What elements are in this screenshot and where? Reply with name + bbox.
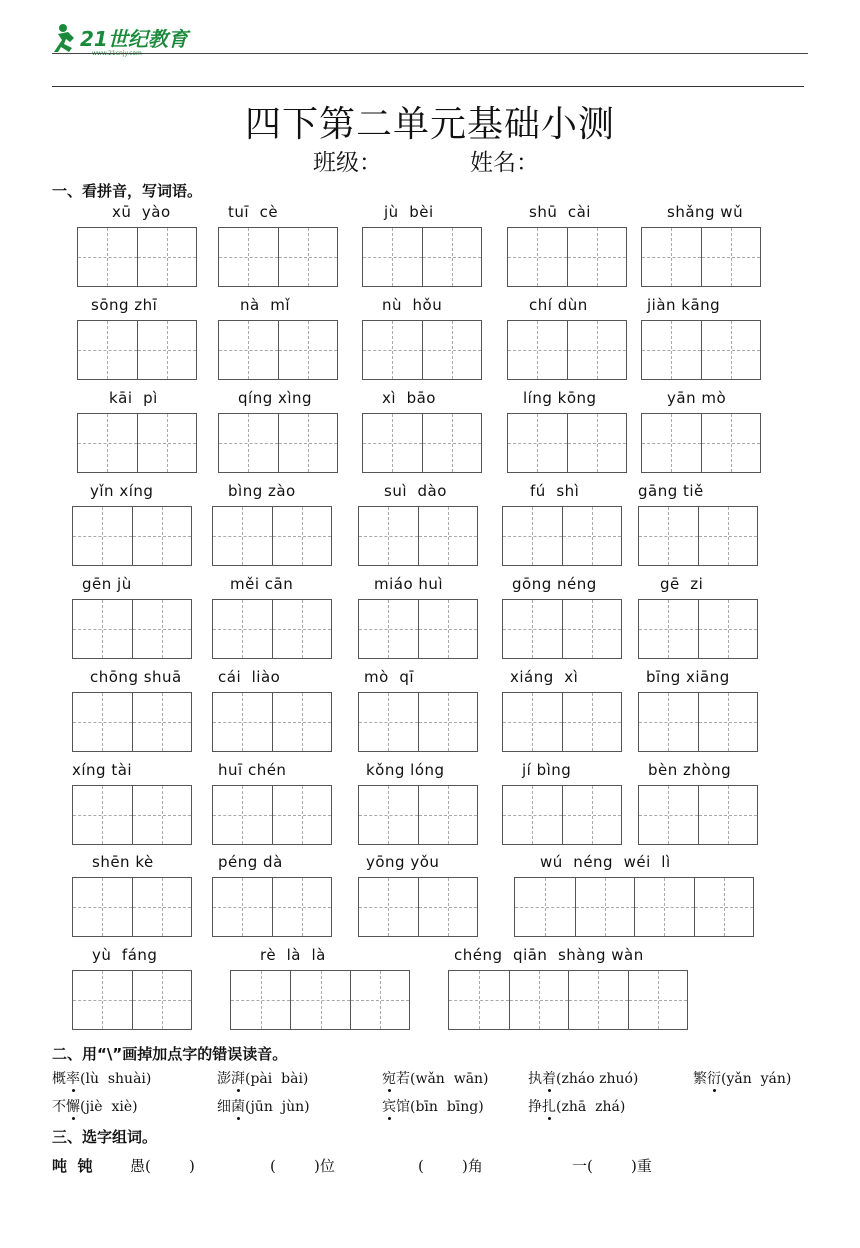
tian-grid-cell[interactable] <box>278 228 337 286</box>
tian-grid-cell[interactable] <box>418 878 477 936</box>
tian-grid-cell[interactable] <box>698 786 757 844</box>
tian-grid-cell[interactable] <box>418 786 477 844</box>
dotted-char: 扎 <box>542 1096 556 1116</box>
pinyin-label: jiàn kāng <box>647 296 721 314</box>
tian-grid-cell[interactable] <box>363 321 422 379</box>
writing-boxes[interactable] <box>502 785 622 845</box>
tian-grid-cell[interactable] <box>278 321 337 379</box>
writing-boxes[interactable] <box>218 413 338 473</box>
reading-options[interactable]: (jūn jùn) <box>245 1099 310 1115</box>
tian-grid-cell[interactable] <box>213 693 272 751</box>
tian-grid-cell[interactable] <box>132 878 191 936</box>
tian-grid-cell[interactable] <box>562 600 621 658</box>
pronunciation-row-1 <box>52 1068 842 1090</box>
writing-boxes[interactable] <box>212 877 332 937</box>
tian-grid-cell[interactable] <box>219 228 278 286</box>
tian-grid-cell[interactable] <box>359 693 418 751</box>
writing-boxes[interactable] <box>218 227 338 287</box>
tian-grid-cell[interactable] <box>359 878 418 936</box>
reading-options[interactable]: (wǎn wān) <box>410 1071 489 1087</box>
writing-boxes[interactable] <box>72 692 192 752</box>
tian-grid-cell[interactable] <box>73 693 132 751</box>
writing-boxes[interactable] <box>358 692 478 752</box>
reading-options[interactable]: (pài bài) <box>245 1071 309 1087</box>
tian-grid-cell[interactable] <box>73 786 132 844</box>
tian-grid-cell[interactable] <box>503 693 562 751</box>
writing-boxes[interactable] <box>638 506 758 566</box>
tian-grid-cell[interactable] <box>359 786 418 844</box>
pinyin-label: jù bèi <box>384 203 434 221</box>
class-label: 班级： <box>313 150 382 176</box>
pinyin-label: cái liào <box>218 668 281 686</box>
writing-boxes[interactable] <box>448 970 688 1030</box>
pinyin-label: wú néng wéi lì <box>540 853 671 871</box>
tian-grid-cell[interactable] <box>449 971 509 1029</box>
pronunciation-item[interactable] <box>217 1068 308 1088</box>
dotted-char: 着 <box>542 1068 556 1088</box>
tian-grid-cell[interactable] <box>132 600 191 658</box>
writing-boxes[interactable] <box>638 785 758 845</box>
writing-boxes[interactable] <box>72 785 192 845</box>
tian-grid-cell[interactable] <box>73 878 132 936</box>
blank-2[interactable]: ( )位 <box>270 1157 335 1175</box>
pronunciation-item[interactable] <box>528 1096 625 1116</box>
writing-boxes[interactable] <box>72 599 192 659</box>
writing-boxes[interactable] <box>358 877 478 937</box>
tian-grid-cell[interactable] <box>642 414 701 472</box>
writing-boxes[interactable] <box>72 970 192 1030</box>
title-rule <box>52 86 804 87</box>
tian-grid-cell[interactable] <box>137 228 196 286</box>
blank-3[interactable]: ( )角 <box>418 1157 483 1175</box>
tian-grid-cell[interactable] <box>132 693 191 751</box>
tian-grid-cell[interactable] <box>562 786 621 844</box>
tian-grid-cell[interactable] <box>422 228 481 286</box>
pinyin-label: kāi pì <box>109 389 158 407</box>
writing-boxes[interactable] <box>212 785 332 845</box>
pinyin-label: xíng tài <box>72 761 133 779</box>
tian-grid-cell[interactable] <box>503 507 562 565</box>
dotted-char: 菌 <box>231 1096 245 1116</box>
reading-options[interactable]: (lù shuài) <box>80 1071 152 1087</box>
pinyin-label: shǎng wǔ <box>667 203 744 221</box>
pinyin-label: rè là là <box>260 946 326 964</box>
tian-grid-cell[interactable] <box>508 228 567 286</box>
pinyin-label: péng dà <box>218 853 283 871</box>
pinyin-label: miáo huì <box>374 575 444 593</box>
tian-grid-cell[interactable] <box>642 321 701 379</box>
tian-grid-cell[interactable] <box>73 971 132 1029</box>
pinyin-label: bìng zào <box>228 482 296 500</box>
pinyin-label: sōng zhī <box>91 296 158 314</box>
pinyin-label: yān mò <box>667 389 727 407</box>
tian-grid-cell[interactable] <box>73 507 132 565</box>
header-rule <box>52 53 808 54</box>
reading-options[interactable]: (jiè xiè) <box>80 1099 138 1115</box>
pinyin-label: huī chén <box>218 761 287 779</box>
writing-boxes[interactable] <box>502 692 622 752</box>
tian-grid-cell[interactable] <box>694 878 754 936</box>
writing-boxes[interactable] <box>507 227 627 287</box>
section3-heading: 三、选字组词。 <box>52 1128 158 1146</box>
tian-grid-cell[interactable] <box>278 414 337 472</box>
writing-boxes[interactable] <box>218 320 338 380</box>
tian-grid-cell[interactable] <box>137 414 196 472</box>
writing-boxes[interactable] <box>77 413 197 473</box>
pronunciation-row-2 <box>52 1096 842 1118</box>
writing-boxes[interactable] <box>641 413 761 473</box>
tian-grid-cell[interactable] <box>78 414 137 472</box>
pinyin-label: bīng xiāng <box>646 668 730 686</box>
pinyin-label: gāng tiě <box>638 482 704 500</box>
writing-boxes[interactable] <box>638 692 758 752</box>
tian-grid-cell[interactable] <box>359 600 418 658</box>
pinyin-label: yù fáng <box>92 946 158 964</box>
pinyin-label: gē zi <box>660 575 704 593</box>
writing-boxes[interactable] <box>641 320 761 380</box>
dotted-char: 率 <box>66 1068 80 1088</box>
tian-grid-cell[interactable] <box>509 971 569 1029</box>
tian-grid-cell[interactable] <box>213 507 272 565</box>
pinyin-label: tuī cè <box>228 203 279 221</box>
word-char: 繁 <box>693 1071 707 1087</box>
tian-grid-cell[interactable] <box>628 971 688 1029</box>
tian-grid-cell[interactable] <box>78 228 137 286</box>
pronunciation-item[interactable] <box>52 1096 138 1116</box>
word-char: 不 <box>52 1099 66 1115</box>
tian-grid-cell[interactable] <box>363 414 422 472</box>
pinyin-label: suì dào <box>384 482 447 500</box>
tian-grid-cell[interactable] <box>272 786 331 844</box>
writing-boxes[interactable] <box>641 227 761 287</box>
tian-grid-cell[interactable] <box>418 507 477 565</box>
tian-grid-cell[interactable] <box>701 321 760 379</box>
writing-boxes[interactable] <box>230 970 410 1030</box>
pinyin-label: xiáng xì <box>510 668 579 686</box>
word-char: 概 <box>52 1071 66 1087</box>
tian-grid-cell[interactable] <box>137 321 196 379</box>
tian-grid-cell[interactable] <box>272 600 331 658</box>
dotted-char: 宛 <box>382 1068 396 1088</box>
pinyin-label: gēn jù <box>82 575 132 593</box>
pronunciation-item[interactable] <box>693 1068 791 1088</box>
pinyin-label: yǐn xíng <box>90 482 154 500</box>
tian-grid-cell[interactable] <box>639 786 698 844</box>
pinyin-label: chōng shuā <box>90 668 182 686</box>
tian-grid-cell[interactable] <box>562 693 621 751</box>
word-char: 澎 <box>217 1071 231 1087</box>
tian-grid-cell[interactable] <box>219 414 278 472</box>
pinyin-label: mò qī <box>364 668 415 686</box>
writing-boxes[interactable] <box>638 599 758 659</box>
pronunciation-item[interactable] <box>217 1096 310 1116</box>
pinyin-label: fú shì <box>530 482 580 500</box>
tian-grid-cell[interactable] <box>132 786 191 844</box>
tian-grid-cell[interactable] <box>515 878 575 936</box>
pronunciation-item[interactable] <box>382 1096 484 1116</box>
tian-grid-cell[interactable] <box>418 600 477 658</box>
pinyin-label: shēn kè <box>92 853 154 871</box>
tian-grid-cell[interactable] <box>567 321 626 379</box>
pinyin-label: xū yào <box>112 203 171 221</box>
tian-grid-cell[interactable] <box>701 414 760 472</box>
writing-boxes[interactable] <box>362 320 482 380</box>
tian-grid-cell[interactable] <box>562 507 621 565</box>
word-char: 细 <box>217 1099 231 1115</box>
tian-grid-cell[interactable] <box>639 693 698 751</box>
writing-boxes[interactable] <box>362 227 482 287</box>
tian-grid-cell[interactable] <box>213 786 272 844</box>
pinyin-label: nà mǐ <box>240 296 291 314</box>
reading-options[interactable]: (zhā zhá) <box>556 1099 626 1115</box>
writing-boxes[interactable] <box>212 692 332 752</box>
writing-boxes[interactable] <box>502 506 622 566</box>
writing-boxes[interactable] <box>77 227 197 287</box>
tian-grid-cell[interactable] <box>508 321 567 379</box>
pinyin-label: líng kōng <box>523 389 597 407</box>
tian-grid-cell[interactable] <box>272 878 331 936</box>
tian-grid-cell[interactable] <box>503 786 562 844</box>
writing-boxes[interactable] <box>507 413 627 473</box>
tian-grid-cell[interactable] <box>219 321 278 379</box>
dotted-char: 衍 <box>707 1068 721 1088</box>
tian-grid-cell[interactable] <box>567 228 626 286</box>
word-char: 执 <box>528 1071 542 1087</box>
name-label: 姓名： <box>470 150 539 176</box>
char-choices: 吨 钝 <box>52 1157 93 1175</box>
pronunciation-item[interactable] <box>382 1068 489 1088</box>
pinyin-label: qíng xìng <box>238 389 313 407</box>
tian-grid-cell[interactable] <box>422 321 481 379</box>
tian-grid-cell[interactable] <box>132 971 191 1029</box>
tian-grid-cell[interactable] <box>363 228 422 286</box>
reading-options[interactable]: (zháo zhuó) <box>556 1071 639 1087</box>
word-char: 馆 <box>396 1099 410 1115</box>
tian-grid-cell[interactable] <box>231 971 290 1029</box>
tian-grid-cell[interactable] <box>359 507 418 565</box>
tian-grid-cell[interactable] <box>575 878 635 936</box>
pinyin-label: yōng yǒu <box>366 853 440 871</box>
writing-boxes[interactable] <box>362 413 482 473</box>
writing-boxes[interactable] <box>502 599 622 659</box>
pinyin-label: chéng qiān shàng wàn <box>454 946 644 964</box>
tian-grid-cell[interactable] <box>642 228 701 286</box>
pronunciation-item[interactable] <box>52 1068 151 1088</box>
tian-grid-cell[interactable] <box>418 693 477 751</box>
tian-grid-cell[interactable] <box>422 414 481 472</box>
dotted-char: 宾 <box>382 1096 396 1116</box>
blank-1[interactable]: 愚( ) <box>130 1157 195 1175</box>
pronunciation-item[interactable] <box>528 1068 638 1088</box>
tian-grid-cell[interactable] <box>634 878 694 936</box>
word-char: 挣 <box>528 1099 542 1115</box>
pinyin-label: nù hǒu <box>382 296 443 314</box>
writing-boxes[interactable] <box>72 506 192 566</box>
reading-options[interactable]: (yǎn yán) <box>721 1071 792 1087</box>
tian-grid-cell[interactable] <box>503 600 562 658</box>
blank-4[interactable]: 一( )重 <box>572 1157 652 1175</box>
tian-grid-cell[interactable] <box>639 507 698 565</box>
tian-grid-cell[interactable] <box>568 971 628 1029</box>
writing-boxes[interactable] <box>72 877 192 937</box>
writing-boxes[interactable] <box>358 785 478 845</box>
tian-grid-cell[interactable] <box>567 414 626 472</box>
pinyin-label: měi cān <box>230 575 294 593</box>
pinyin-label: kǒng lóng <box>366 761 445 779</box>
svg-text:www.21cnjy.com: www.21cnjy.com <box>92 50 142 57</box>
pinyin-label: shū cài <box>529 203 591 221</box>
pinyin-label: chí dùn <box>529 296 588 314</box>
dotted-char: 湃 <box>231 1068 245 1088</box>
tian-grid-cell[interactable] <box>508 414 567 472</box>
tian-grid-cell[interactable] <box>698 507 757 565</box>
reading-options[interactable]: (bīn bīng) <box>410 1099 484 1115</box>
tian-grid-cell[interactable] <box>213 878 272 936</box>
tian-grid-cell[interactable] <box>698 693 757 751</box>
writing-boxes[interactable] <box>358 599 478 659</box>
writing-boxes[interactable] <box>212 599 332 659</box>
writing-boxes[interactable] <box>358 506 478 566</box>
tian-grid-cell[interactable] <box>272 693 331 751</box>
writing-boxes[interactable] <box>77 320 197 380</box>
section1-heading: 一、看拼音，写词语。 <box>52 182 203 200</box>
tian-grid-cell[interactable] <box>639 600 698 658</box>
pinyin-label: gōng néng <box>512 575 597 593</box>
tian-grid-cell[interactable] <box>290 971 349 1029</box>
section2-heading: 二、用“\”画掉加点字的错误读音。 <box>52 1045 288 1063</box>
svg-text:21世纪教育: 21世纪教育 <box>80 27 188 51</box>
tian-grid-cell[interactable] <box>350 971 409 1029</box>
tian-grid-cell[interactable] <box>78 321 137 379</box>
pinyin-label: xì bāo <box>382 389 436 407</box>
pinyin-label: bèn zhòng <box>648 761 732 779</box>
page-title: 四下第二单元基础小测 <box>244 104 615 145</box>
tian-grid-cell[interactable] <box>73 600 132 658</box>
writing-boxes[interactable] <box>212 506 332 566</box>
tian-grid-cell[interactable] <box>272 507 331 565</box>
writing-boxes[interactable] <box>514 877 754 937</box>
pinyin-label: jí bìng <box>522 761 572 779</box>
tian-grid-cell[interactable] <box>213 600 272 658</box>
word-char: 若 <box>396 1071 410 1087</box>
tian-grid-cell[interactable] <box>698 600 757 658</box>
tian-grid-cell[interactable] <box>132 507 191 565</box>
dotted-char: 懈 <box>66 1096 80 1116</box>
writing-boxes[interactable] <box>507 320 627 380</box>
tian-grid-cell[interactable] <box>701 228 760 286</box>
